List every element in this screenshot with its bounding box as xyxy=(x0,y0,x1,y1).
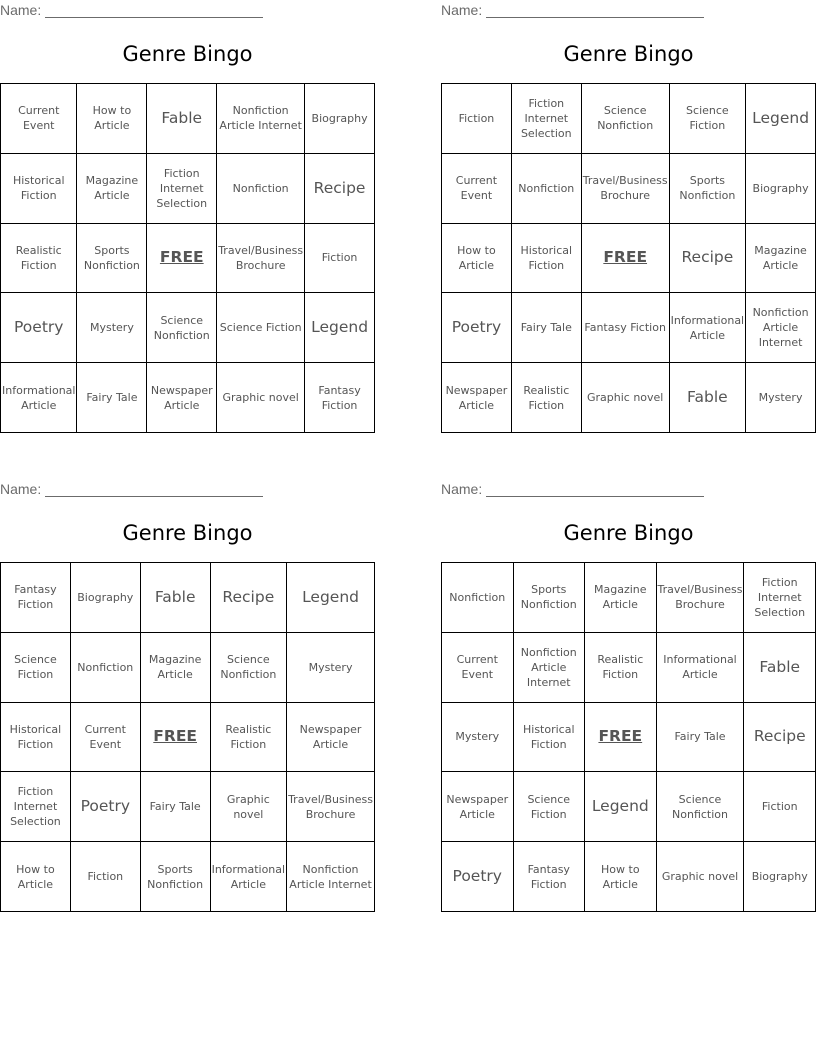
bingo-cell[interactable]: Poetry xyxy=(442,842,514,912)
free-space[interactable]: FREE xyxy=(147,224,217,294)
bingo-cell[interactable]: Legend xyxy=(305,293,375,363)
name-blank-line[interactable] xyxy=(486,4,704,18)
bingo-cell[interactable]: Newspaper Article xyxy=(287,703,375,773)
bingo-cell[interactable]: How to Article xyxy=(77,84,147,154)
bingo-cell[interactable]: Graphic novel xyxy=(217,363,305,433)
bingo-cell[interactable]: Nonfiction Article Internet xyxy=(217,84,305,154)
bingo-cell[interactable]: Fiction Internet Selection xyxy=(744,563,816,633)
bingo-cell[interactable]: Magazine Article xyxy=(585,563,657,633)
name-blank-line[interactable] xyxy=(45,483,263,497)
bingo-cell[interactable]: Sports Nonfiction xyxy=(670,154,746,224)
card-title: Genre Bingo xyxy=(122,521,253,545)
bingo-cell[interactable]: Travel/Business Brochure xyxy=(287,772,375,842)
bingo-cell[interactable]: Nonfiction Article Internet xyxy=(287,842,375,912)
bingo-cell[interactable]: Informational Article xyxy=(211,842,287,912)
bingo-cell[interactable]: Science Nonfiction xyxy=(657,772,745,842)
bingo-cell[interactable]: Biography xyxy=(305,84,375,154)
bingo-cell[interactable]: Fairy Tale xyxy=(657,703,745,773)
bingo-cell[interactable]: Nonfiction xyxy=(442,563,514,633)
bingo-cell[interactable]: Nonfiction Article Internet xyxy=(514,633,586,703)
name-label: Name: xyxy=(441,481,483,497)
bingo-cell[interactable]: Realistic Fiction xyxy=(1,224,77,294)
bingo-cell[interactable]: Legend xyxy=(746,84,816,154)
bingo-cell[interactable]: Fantasy Fiction xyxy=(582,293,670,363)
bingo-cell[interactable]: Science Fiction xyxy=(514,772,586,842)
bingo-cell[interactable]: Newspaper Article xyxy=(147,363,217,433)
bingo-grid xyxy=(441,562,816,912)
bingo-cell[interactable]: Realistic Fiction xyxy=(585,633,657,703)
bingo-cell[interactable]: Poetry xyxy=(71,772,141,842)
bingo-cell[interactable]: Fantasy Fiction xyxy=(1,563,71,633)
bingo-cell[interactable]: Nonfiction xyxy=(512,154,582,224)
bingo-grid xyxy=(0,562,375,912)
bingo-cell[interactable]: Historical Fiction xyxy=(1,154,77,224)
bingo-cell[interactable]: Fairy Tale xyxy=(512,293,582,363)
bingo-cell[interactable]: Poetry xyxy=(1,293,77,363)
bingo-cell[interactable]: Nonfiction xyxy=(71,633,141,703)
bingo-cell[interactable]: Current Event xyxy=(442,154,512,224)
bingo-cell[interactable]: Current Event xyxy=(71,703,141,773)
name-field[interactable] xyxy=(0,481,270,497)
bingo-cell[interactable]: Fantasy Fiction xyxy=(514,842,586,912)
card-title: Genre Bingo xyxy=(122,42,253,66)
bingo-cell[interactable]: Biography xyxy=(746,154,816,224)
name-label: Name: xyxy=(0,481,42,497)
card-title: Genre Bingo xyxy=(563,42,694,66)
bingo-cell[interactable]: Fable xyxy=(141,563,211,633)
bingo-cell[interactable]: Nonfiction xyxy=(217,154,305,224)
name-label: Name: xyxy=(0,2,42,18)
bingo-cell[interactable]: Travel/Business Brochure xyxy=(582,154,670,224)
name-field[interactable] xyxy=(441,481,711,497)
bingo-cell[interactable]: Recipe xyxy=(670,224,746,294)
bingo-cell[interactable]: Fiction xyxy=(744,772,816,842)
bingo-cell[interactable]: Graphic novel xyxy=(211,772,287,842)
bingo-cell[interactable]: Informational Article xyxy=(657,633,745,703)
bingo-cell[interactable]: Mystery xyxy=(746,363,816,433)
bingo-cell[interactable]: Informational Article xyxy=(1,363,77,433)
bingo-cell[interactable]: Science Fiction xyxy=(217,293,305,363)
free-space[interactable]: FREE xyxy=(585,703,657,773)
bingo-cell[interactable]: Current Event xyxy=(442,633,514,703)
name-blank-line[interactable] xyxy=(45,4,263,18)
name-blank-line[interactable] xyxy=(486,483,704,497)
bingo-cell[interactable]: Sports Nonfiction xyxy=(141,842,211,912)
bingo-cell[interactable]: Historical Fiction xyxy=(512,224,582,294)
bingo-cell[interactable]: Fantasy Fiction xyxy=(305,363,375,433)
bingo-cell[interactable]: Realistic Fiction xyxy=(211,703,287,773)
bingo-cell[interactable]: Travel/Business Brochure xyxy=(657,563,745,633)
bingo-cell[interactable]: Fiction Internet Selection xyxy=(1,772,71,842)
bingo-cell[interactable]: Graphic novel xyxy=(657,842,745,912)
name-field[interactable] xyxy=(0,2,270,18)
bingo-cell[interactable]: Mystery xyxy=(287,633,375,703)
bingo-cell[interactable]: Legend xyxy=(287,563,375,633)
bingo-cell[interactable]: Fable xyxy=(744,633,816,703)
bingo-cell[interactable]: Magazine Article xyxy=(746,224,816,294)
name-label: Name: xyxy=(441,2,483,18)
bingo-cell[interactable]: Fairy Tale xyxy=(141,772,211,842)
name-field[interactable] xyxy=(441,2,711,18)
bingo-cell[interactable]: Science Nonfiction xyxy=(582,84,670,154)
bingo-cell[interactable]: Recipe xyxy=(305,154,375,224)
bingo-cell[interactable]: Sports Nonfiction xyxy=(514,563,586,633)
bingo-cell[interactable]: Nonfiction Article Internet xyxy=(746,293,816,363)
bingo-cell[interactable]: Recipe xyxy=(211,563,287,633)
bingo-cell[interactable]: Science Nonfiction xyxy=(211,633,287,703)
bingo-cell[interactable]: How to Article xyxy=(442,224,512,294)
bingo-cell[interactable]: Poetry xyxy=(442,293,512,363)
bingo-cell[interactable]: Science Fiction xyxy=(1,633,71,703)
bingo-cell[interactable]: Travel/Business Brochure xyxy=(217,224,305,294)
bingo-grid xyxy=(441,83,816,433)
bingo-cell[interactable]: Fiction xyxy=(442,84,512,154)
bingo-cell[interactable]: Biography xyxy=(71,563,141,633)
bingo-cell[interactable]: Fable xyxy=(147,84,217,154)
bingo-cell[interactable]: Biography xyxy=(744,842,816,912)
bingo-cell[interactable]: Fairy Tale xyxy=(77,363,147,433)
bingo-cell[interactable]: Mystery xyxy=(442,703,514,773)
bingo-cell[interactable]: Current Event xyxy=(1,84,77,154)
bingo-cell[interactable]: Science Nonfiction xyxy=(147,293,217,363)
bingo-card-1 xyxy=(0,0,375,440)
bingo-grid xyxy=(0,83,375,433)
bingo-cell[interactable]: Legend xyxy=(585,772,657,842)
bingo-card-3 xyxy=(0,479,375,919)
bingo-cell[interactable]: Fable xyxy=(670,363,746,433)
bingo-cell[interactable]: Historical Fiction xyxy=(514,703,586,773)
bingo-cell[interactable]: Fiction xyxy=(305,224,375,294)
bingo-cell[interactable]: Newspaper Article xyxy=(442,363,512,433)
bingo-cell[interactable]: Fiction Internet Selection xyxy=(512,84,582,154)
bingo-cell[interactable]: Fiction Internet Selection xyxy=(147,154,217,224)
bingo-cell[interactable]: Mystery xyxy=(77,293,147,363)
bingo-card-4 xyxy=(441,479,816,919)
bingo-cell[interactable]: Realistic Fiction xyxy=(512,363,582,433)
bingo-cell[interactable]: Sports Nonfiction xyxy=(77,224,147,294)
bingo-cell[interactable]: Informational Article xyxy=(670,293,746,363)
bingo-cell[interactable]: Historical Fiction xyxy=(1,703,71,773)
bingo-cell[interactable]: Recipe xyxy=(744,703,816,773)
bingo-card-2 xyxy=(441,0,816,440)
free-space[interactable]: FREE xyxy=(141,703,211,773)
free-space[interactable]: FREE xyxy=(582,224,670,294)
bingo-cell[interactable]: How to Article xyxy=(1,842,71,912)
bingo-cell[interactable]: Science Fiction xyxy=(670,84,746,154)
bingo-cell[interactable]: Graphic novel xyxy=(582,363,670,433)
bingo-cell[interactable]: Magazine Article xyxy=(141,633,211,703)
bingo-cell[interactable]: Newspaper Article xyxy=(442,772,514,842)
bingo-cell[interactable]: Magazine Article xyxy=(77,154,147,224)
bingo-cell[interactable]: Fiction xyxy=(71,842,141,912)
card-title: Genre Bingo xyxy=(563,521,694,545)
bingo-cell[interactable]: How to Article xyxy=(585,842,657,912)
